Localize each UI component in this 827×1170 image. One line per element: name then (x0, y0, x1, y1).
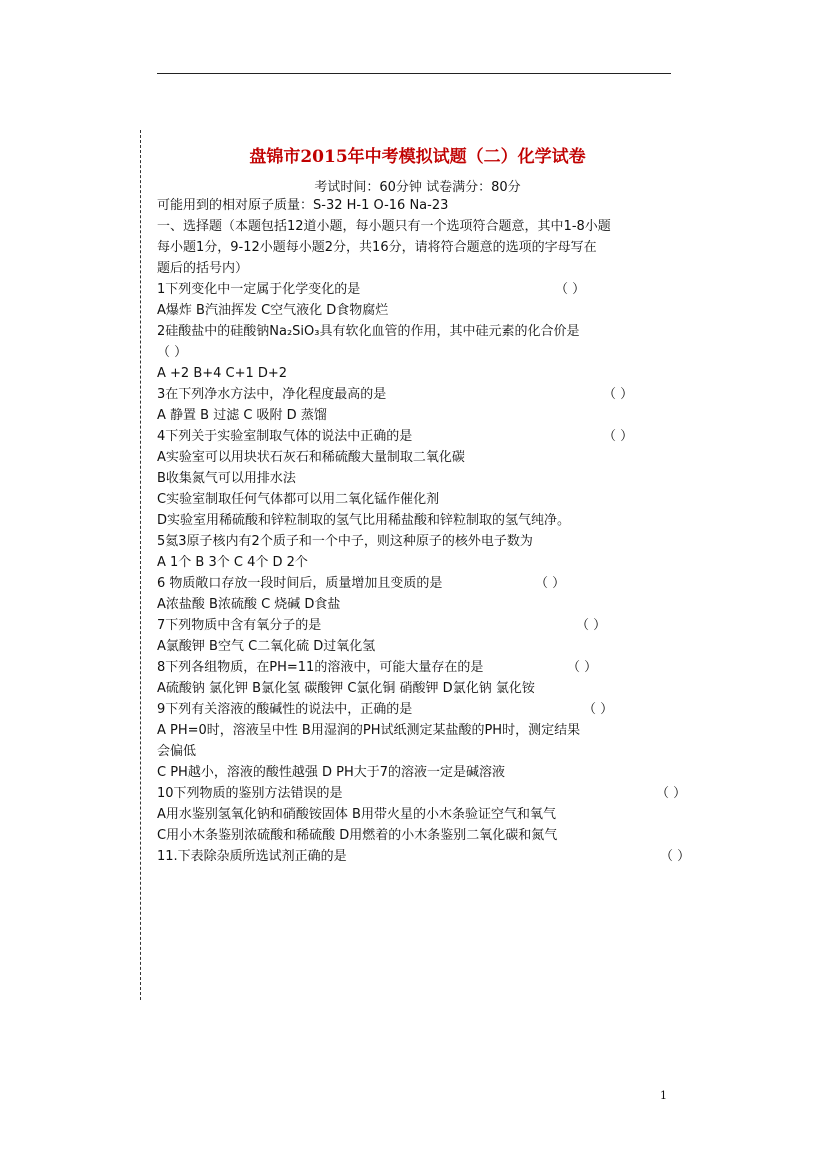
question-7-stem: 7下列物质中含有氧分子的是 (157, 618, 322, 633)
question-5-stem: 5氦3原子核内有2个质子和一个中子，则这种原子的核外电子数为 (157, 534, 533, 549)
atomic-mass-line: 可能用到的相对原子质量：S-32 H-1 O-16 Na-23 (157, 198, 449, 213)
exam-time-and-score: 考试时间：60分钟 试卷满分：80分 (314, 180, 521, 195)
question-9-options-line-3: C PH越小，溶液的酸性越强 D PH大于7的溶液一定是碱溶液 (157, 765, 505, 780)
question-3-options: A 静置 B 过滤 C 吸附 D 蒸馏 (157, 408, 327, 423)
section-instructions-line-2: 每小题1分，9-12小题每小题2分，共16分，请将符合题意的选项的字母写在 (157, 240, 597, 255)
exam-title: 盘锦市2015年中考模拟试题（二）化学试卷 (249, 147, 586, 167)
question-1-stem: 1下列变化中一定属于化学变化的是 (157, 282, 361, 297)
question-2-options: A +2 B+4 C+1 D+2 (157, 366, 288, 381)
question-11-stem: 11.下表除杂质所选试剂正确的是 (157, 849, 347, 864)
question-4-option-a: A实验室可以用块状石灰石和稀硫酸大量制取二氧化碳 (157, 450, 465, 465)
question-9-stem: 9下列有关溶液的酸碱性的说法中，正确的是 (157, 702, 413, 717)
question-9-options-line-1: A PH=0时，溶液呈中性 B用湿润的PH试纸测定某盐酸的PH时，测定结果 (157, 723, 581, 738)
section-instructions-line-3: 题后的括号内） (157, 261, 249, 276)
section-instructions-line-1: 一、选择题（本题包括12道小题，每小题只有一个选项符合题意，其中1-8小题 (157, 219, 611, 234)
question-4-option-b: B收集氮气可以用排水法 (157, 471, 296, 486)
question-1-answer-blank: （ ） (555, 282, 586, 297)
question-4-answer-blank: （ ） (603, 429, 634, 444)
question-4-option-d: D实验室用稀硫酸和锌粒制取的氢气比用稀盐酸和锌粒制取的氢气纯净。 (157, 513, 571, 528)
question-7-answer-blank: （ ） (576, 618, 607, 633)
question-10-answer-blank: （ ） (656, 786, 687, 801)
question-8-options: A硫酸钠 氯化钾 B氯化氢 碳酸钾 C氯化铜 硝酸钾 D氯化钠 氯化铵 (157, 681, 535, 696)
question-8-answer-blank: （ ） (567, 660, 598, 675)
question-7-options: A氯酸钾 B空气 C二氧化硫 D过氧化氢 (157, 639, 376, 654)
binding-margin-line (140, 130, 141, 1000)
question-3-answer-blank: （ ） (603, 387, 634, 402)
question-10-options-line-1: A用水鉴别氢氧化钠和硝酸铵固体 B用带火星的小木条验证空气和氧气 (157, 807, 556, 822)
question-6-stem: 6 物质敞口存放一段时间后，质量增加且变质的是 (157, 576, 443, 591)
question-2-stem: 2硅酸盐中的硅酸钠Na₂SiO₃具有软化血管的作用，其中硅元素的化合价是 (157, 324, 580, 339)
page-number: 1 (660, 1089, 667, 1102)
question-1-options: A爆炸 B汽油挥发 C空气液化 D食物腐烂 (157, 303, 389, 318)
question-6-answer-blank: （ ） (535, 576, 566, 591)
header-rule (157, 73, 671, 74)
question-9-answer-blank: （ ） (583, 702, 614, 717)
question-11-answer-blank: （ ） (660, 849, 691, 864)
question-3-stem: 3在下列净水方法中，净化程度最高的是 (157, 387, 387, 402)
question-9-options-line-2: 会偏低 (157, 744, 197, 759)
question-4-option-c: C实验室制取任何气体都可以用二氧化锰作催化剂 (157, 492, 440, 507)
question-8-stem: 8下列各组物质，在PH=11的溶液中，可能大量存在的是 (157, 660, 484, 675)
question-10-options-line-2: C用小木条鉴别浓硫酸和稀硫酸 D用燃着的小木条鉴别二氧化碳和氮气 (157, 828, 558, 843)
question-2-answer-blank: （ ） (157, 345, 188, 360)
question-4-stem: 4下列关于实验室制取气体的说法中正确的是 (157, 429, 413, 444)
question-10-stem: 10下列物质的鉴别方法错误的是 (157, 786, 343, 801)
question-6-options: A浓盐酸 B浓硫酸 C 烧碱 D食盐 (157, 597, 341, 612)
question-5-options: A 1个 B 3个 C 4个 D 2个 (157, 555, 308, 570)
